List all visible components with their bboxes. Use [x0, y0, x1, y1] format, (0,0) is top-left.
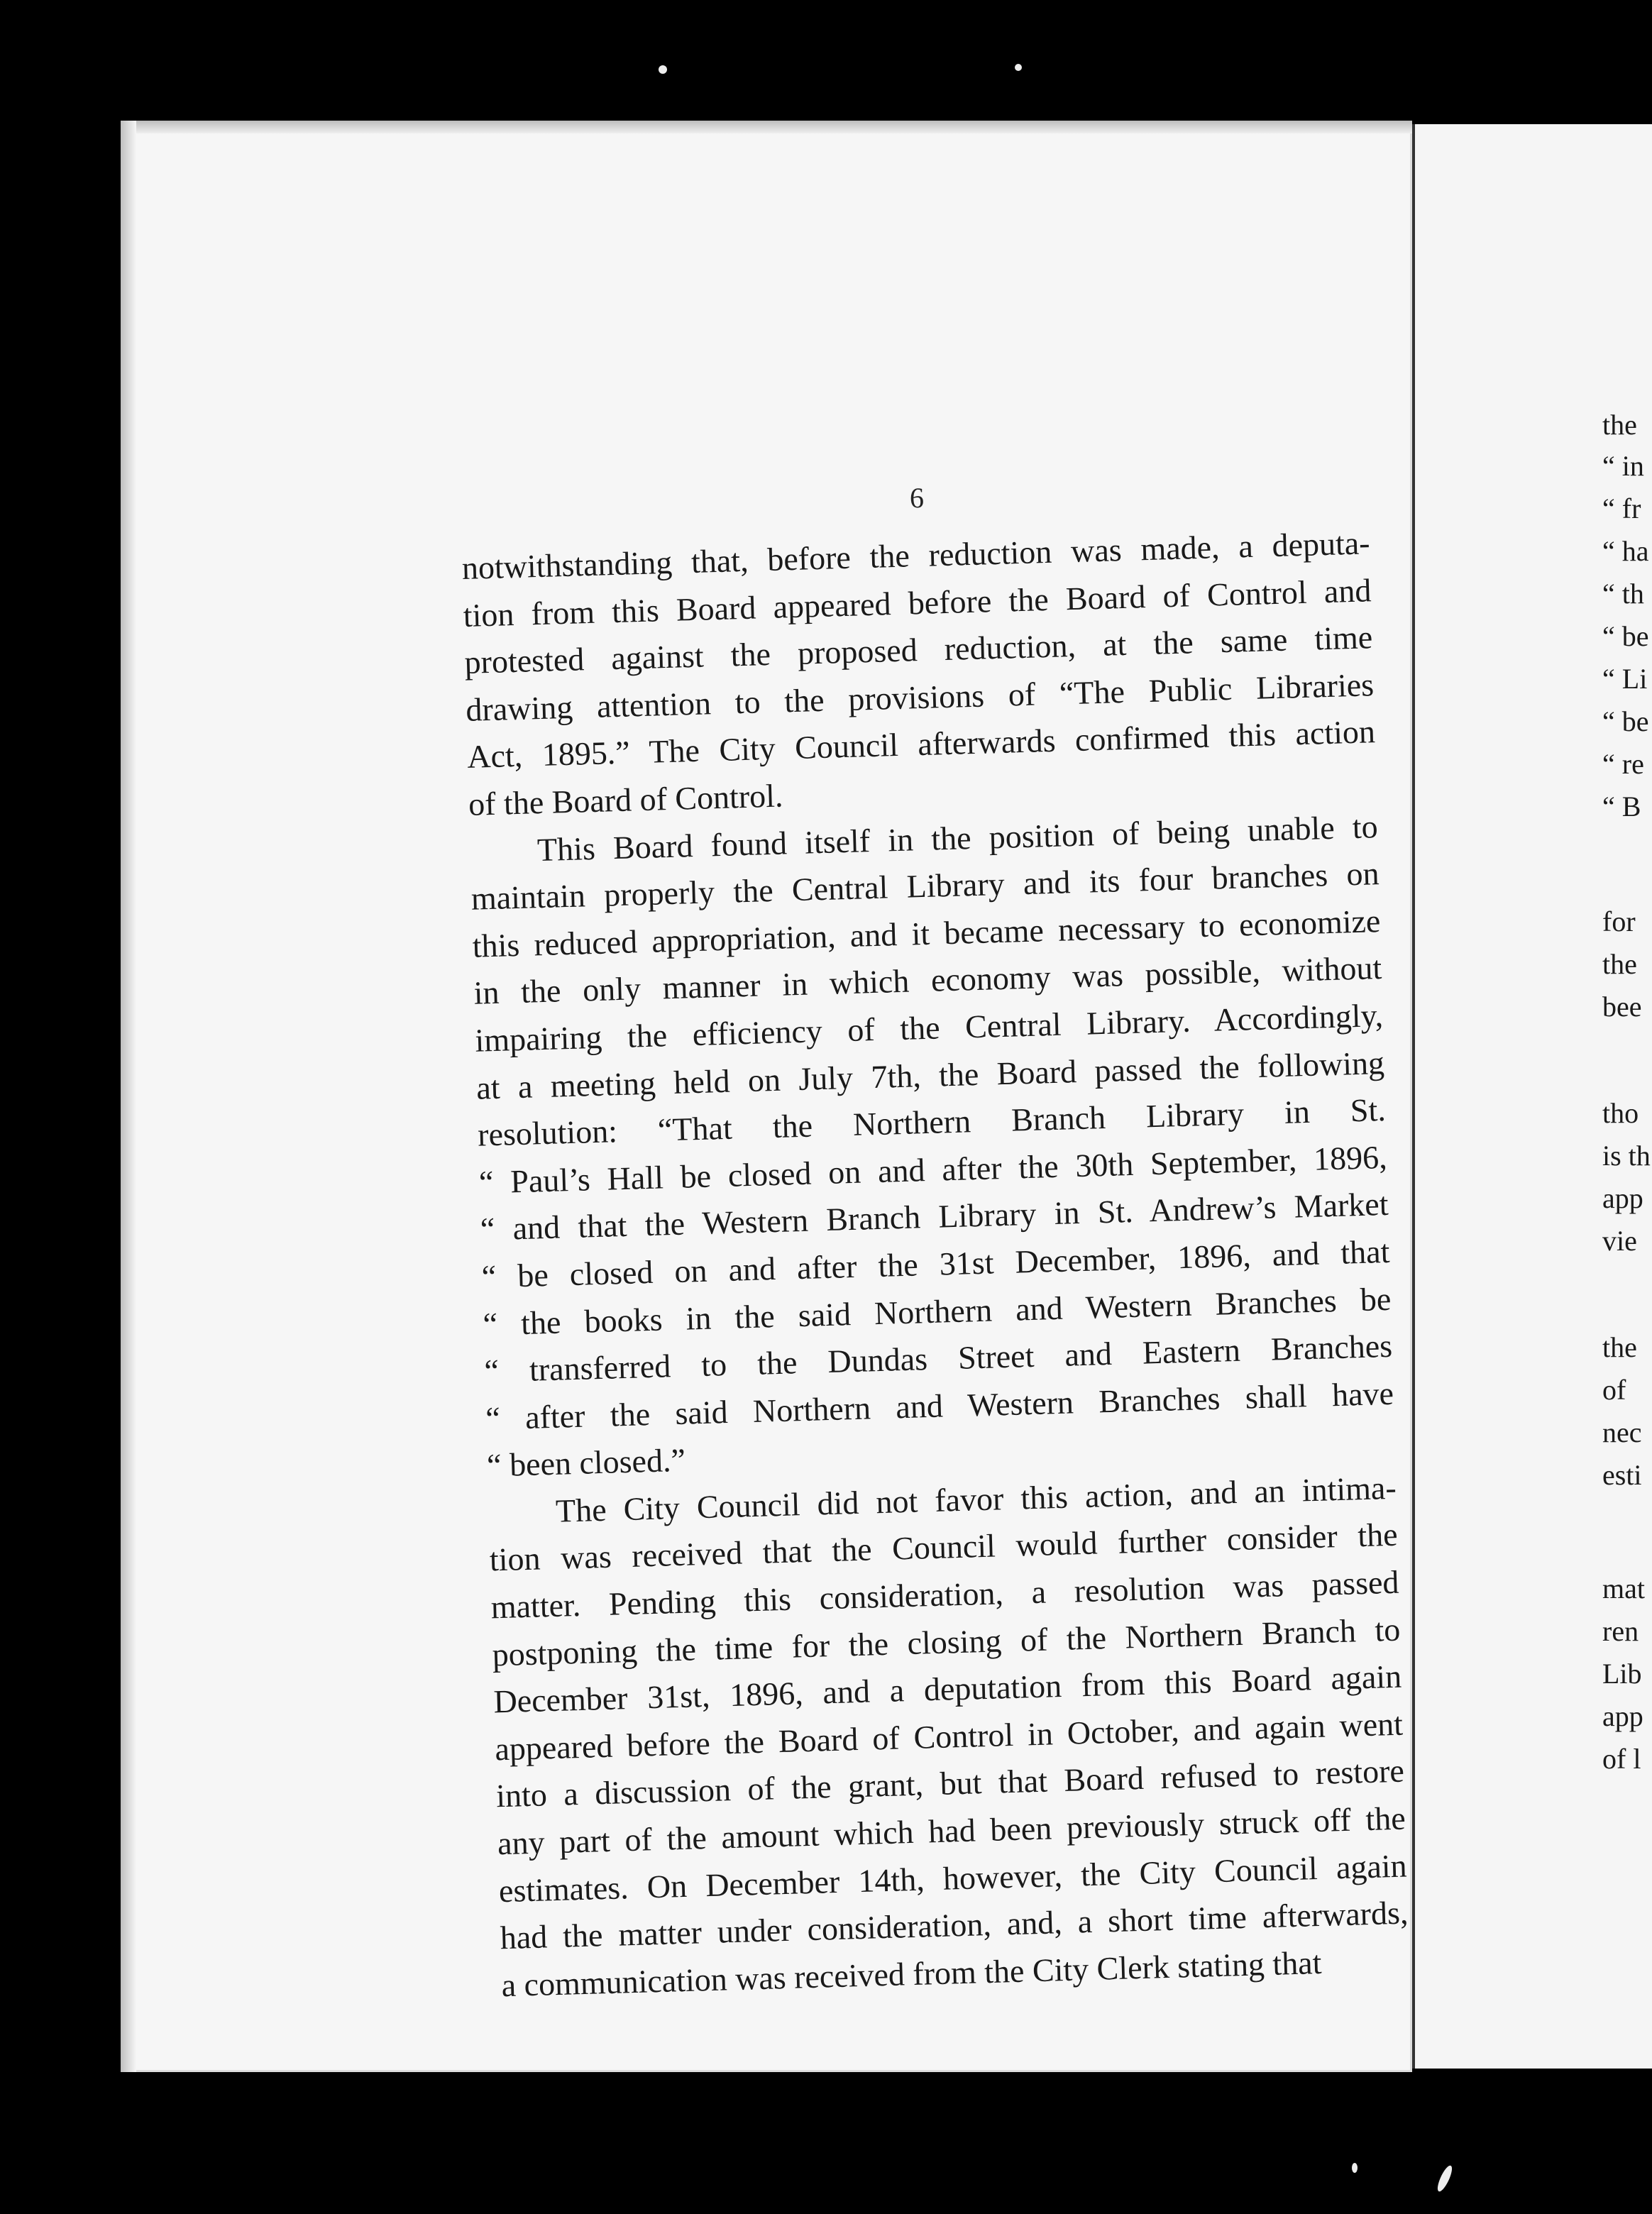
- text-line: had the matter under consideration, and, a short time afterwards,: [500, 1894, 1409, 1956]
- right-page-fragment: “ be: [1602, 620, 1649, 652]
- text-line: “ transferred to the Dundas Street and Eastern Branches: [483, 1327, 1393, 1389]
- text-line: “ the books in the said Northern and Western Branches be: [482, 1280, 1392, 1343]
- text-line: resolution: “That the Northern Branch Library in St.: [477, 1091, 1387, 1153]
- right-page-fragment: for: [1602, 905, 1636, 937]
- text-line: into a discussion of the grant, but that Board refused to restore: [495, 1753, 1405, 1814]
- scan-speck: [1352, 2163, 1358, 2173]
- scan-speck: [1015, 64, 1022, 71]
- text-line: drawing attention to the provisions of “The Public Libraries: [465, 666, 1375, 728]
- text-line: This Board found itself in the position of being unable to: [536, 808, 1379, 868]
- right-page-fragment: Lib: [1602, 1658, 1642, 1690]
- right-page-fragment: “ B: [1602, 791, 1641, 822]
- text-line: in the only manner in which economy was possible, without: [473, 949, 1382, 1012]
- right-page-fragment: “ be: [1602, 705, 1649, 737]
- right-page-fragment: the: [1602, 409, 1637, 441]
- text-line: matter. Pending this consideration, a resolution was passed: [490, 1563, 1400, 1626]
- text-line: tion was received that the Council would further consider the: [489, 1516, 1399, 1578]
- text-line: “ be closed on and after the 31st December, 1896, and that: [481, 1233, 1391, 1295]
- right-page-fragment: the: [1602, 948, 1637, 980]
- right-page-fragment: nec: [1602, 1416, 1642, 1448]
- right-page-fragment: “ Li: [1602, 663, 1648, 695]
- right-page-fragment: the: [1602, 1331, 1637, 1363]
- text-line: Act, 1895.” The City Council afterwards confirmed this action: [466, 713, 1376, 776]
- right-page-fragment: of l: [1602, 1743, 1641, 1775]
- right-page-fragment: is th: [1602, 1140, 1651, 1172]
- text-line: a communication was received from the City Clerk stating that: [500, 1944, 1323, 2004]
- text-line: “ and that the Western Branch Library in St. Andrew’s Market: [480, 1186, 1389, 1248]
- right-page-fragment: “ in: [1602, 450, 1644, 482]
- right-page-fragment: vie: [1602, 1225, 1637, 1257]
- text-line: The City Council did not favor this action, and an intima-: [555, 1469, 1397, 1529]
- text-line: maintain properly the Central Library and its four branches on: [470, 855, 1380, 917]
- right-page-fragment: tho: [1602, 1097, 1639, 1129]
- right-page-fragment: esti: [1602, 1459, 1642, 1491]
- text-line: “ Paul’s Hall be closed on and after the 30th September, 1896,: [478, 1138, 1388, 1201]
- text-line: notwithstanding that, before the reduction was made, a deputa-: [461, 524, 1371, 586]
- right-page-fragment: ren: [1602, 1615, 1639, 1647]
- right-page-fragment: of: [1602, 1374, 1626, 1406]
- text-line: postponing the time for the closing of the Northern Branch to: [491, 1611, 1401, 1673]
- right-page-fragment: bee: [1602, 991, 1642, 1023]
- right-page-fragment: “ fr: [1602, 492, 1641, 524]
- page-number: 6: [910, 482, 924, 514]
- right-page-fragment: app: [1602, 1182, 1643, 1214]
- right-page-fragment: mat: [1602, 1573, 1645, 1604]
- text-line: “ after the said Northern and Western Branches shall have: [485, 1375, 1394, 1437]
- text-line: of the Board of Control.: [468, 777, 784, 822]
- right-page-fragment: “ re: [1602, 748, 1644, 780]
- text-line: protested against the proposed reduction, at the same time: [463, 619, 1373, 681]
- right-page-fragment: “ ha: [1602, 535, 1649, 567]
- scan-speck: [1435, 2164, 1455, 2193]
- right-page-fragment: “ th: [1602, 578, 1644, 610]
- text-line: estimates. On December 14th, however, the City Council again: [498, 1847, 1408, 1909]
- text-line: December 31st, 1896, and a deputation from this Board again: [492, 1658, 1402, 1720]
- left-page: [121, 121, 1412, 2072]
- text-line: appeared before the Board of Control in October, and again went: [494, 1705, 1404, 1768]
- text-line: impairing the efficiency of the Central Library. Accordingly,: [474, 996, 1384, 1059]
- text-line: any part of the amount which had been previously struck off the: [497, 1800, 1406, 1862]
- scan-speck: [659, 65, 667, 74]
- text-line: “ been closed.”: [486, 1441, 686, 1484]
- body-text: [461, 519, 1410, 2009]
- text-line: tion from this Board appeared before the Board of Control and: [463, 571, 1372, 634]
- text-line: at a meeting held on July 7th, the Board passed the following: [475, 1044, 1385, 1106]
- right-page-fragment: app: [1602, 1700, 1643, 1732]
- text-line: this reduced appropriation, and it became necessary to economize: [472, 902, 1381, 964]
